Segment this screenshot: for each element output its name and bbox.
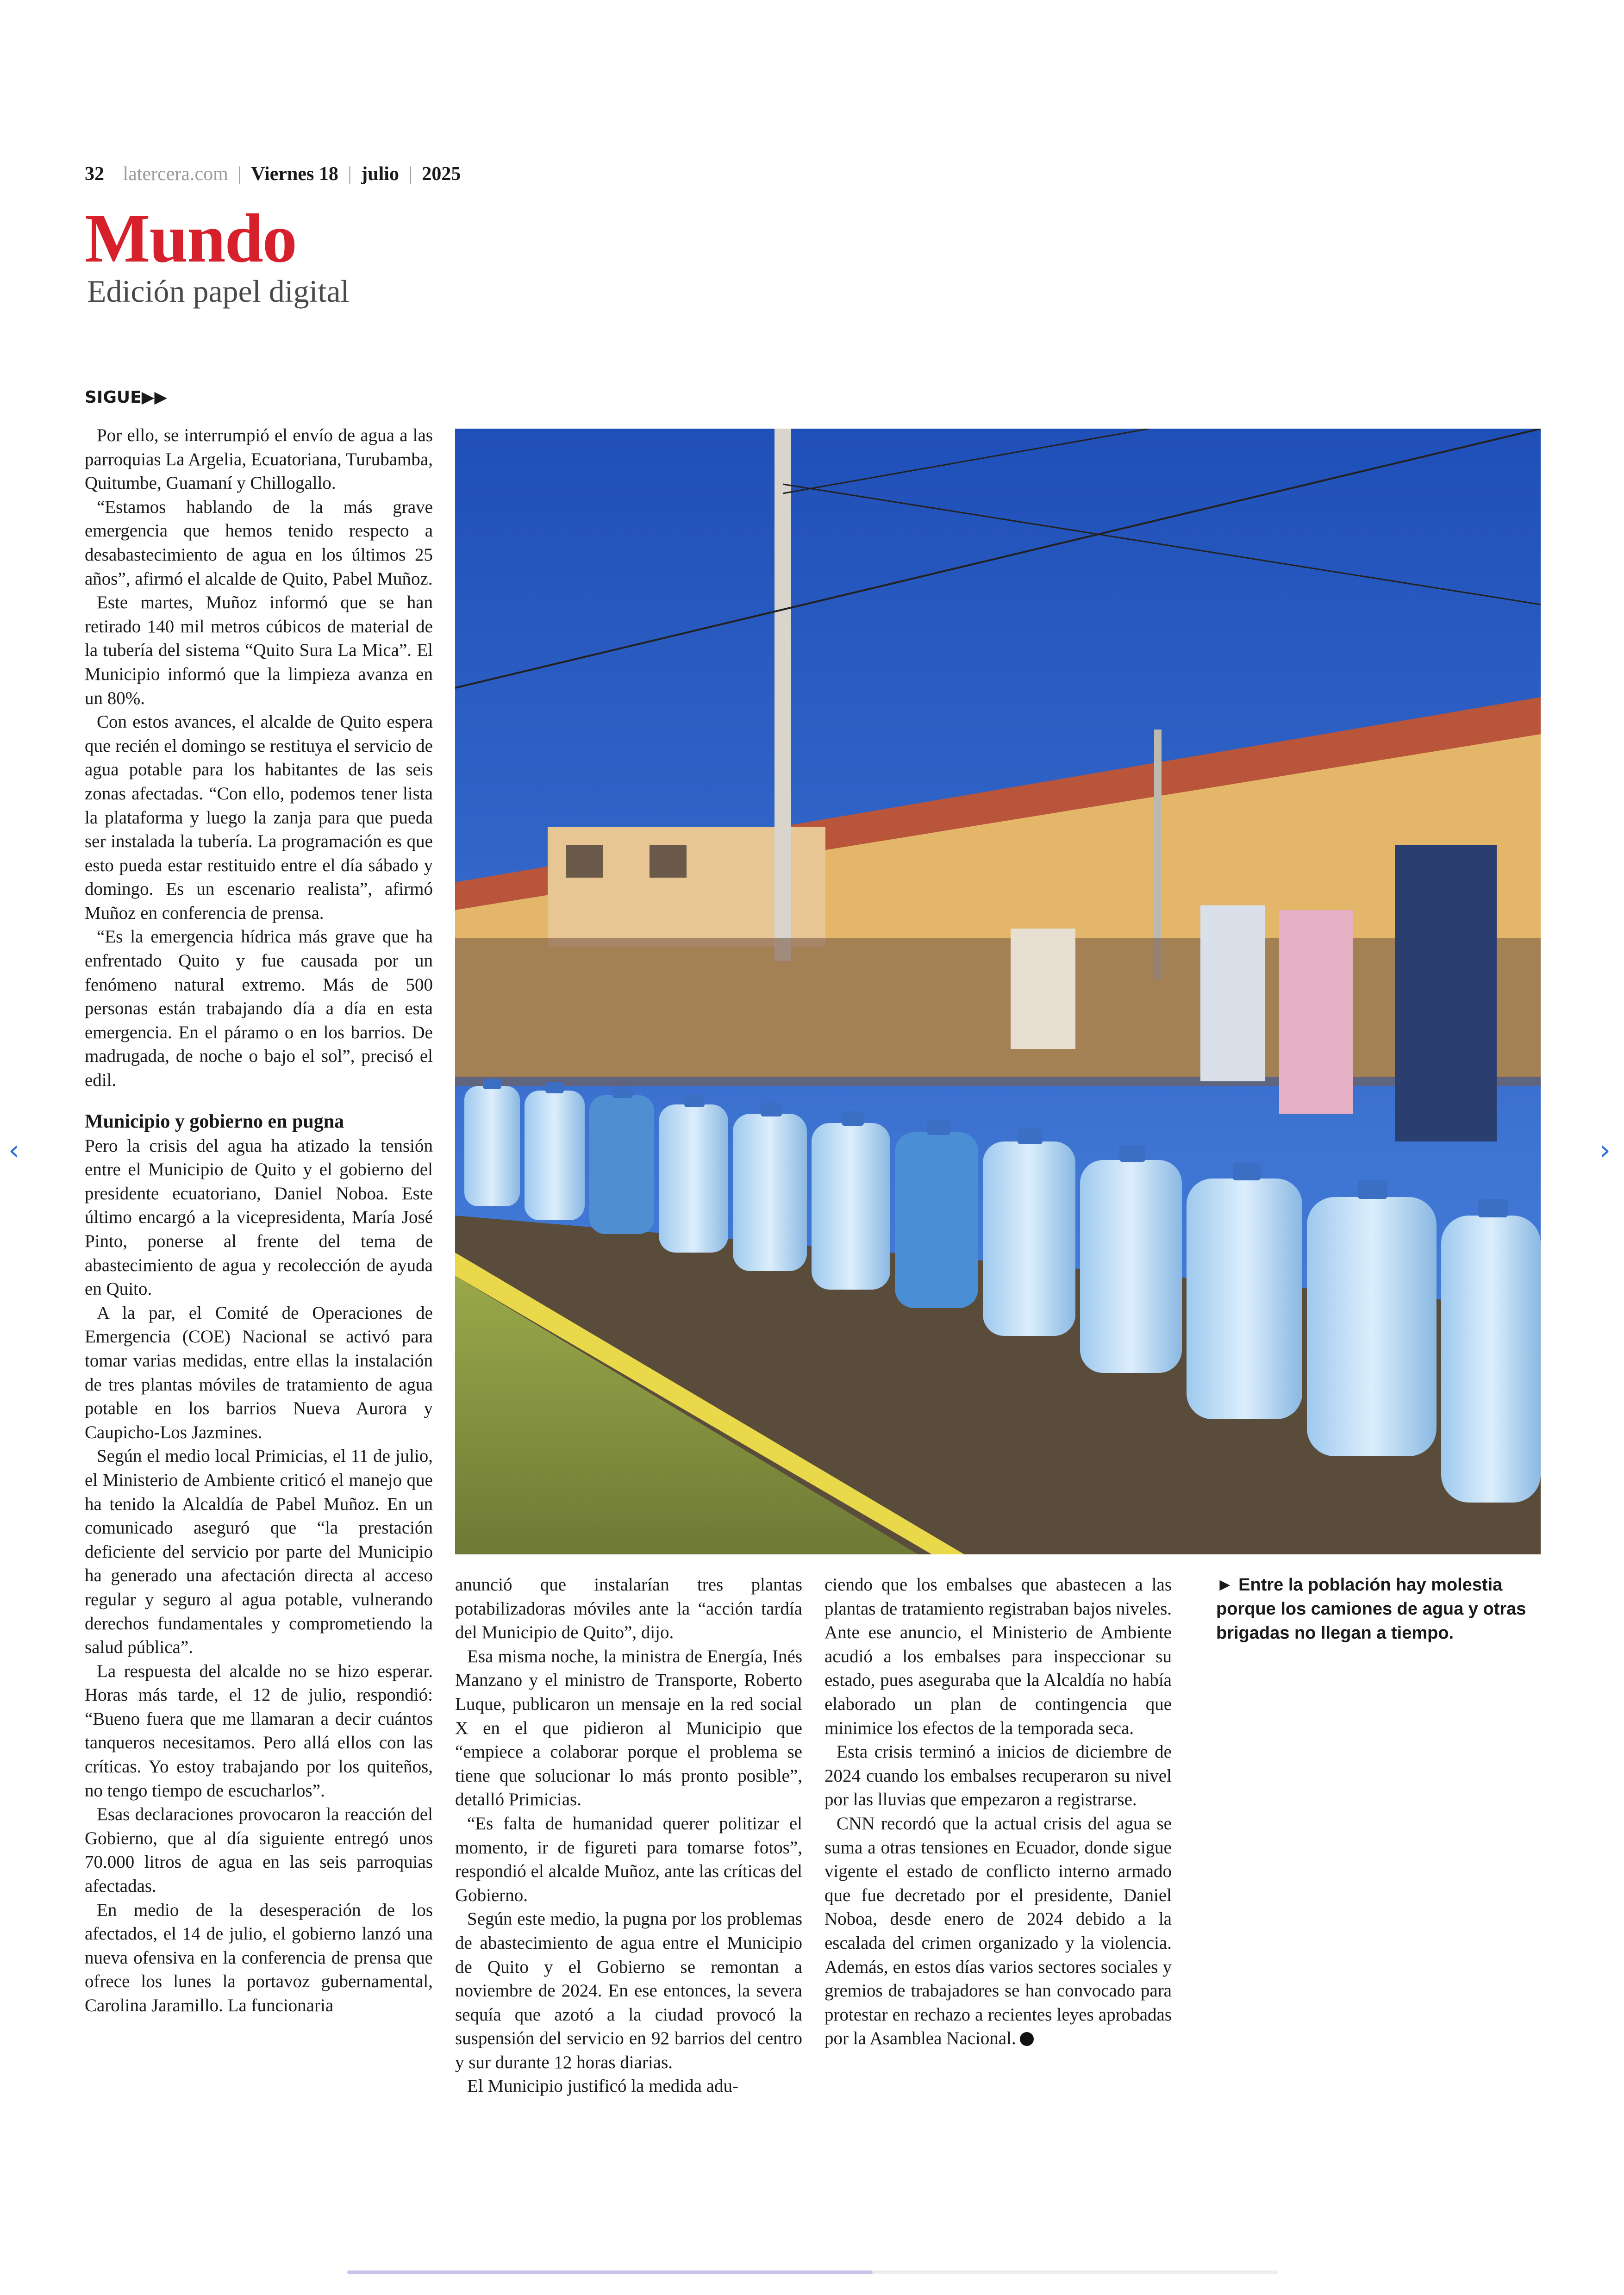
paragraph: ciendo que los embalses que abastecen a las plantas de tratamiento registraban bajos niveles. Ante ese anuncio, el Ministerio de Ambiente acudió a los embalses para inspeccionar su estado, pues aseguraba que la Alcaldía no había elaborado un plan de contingencia que minimice los efectos de la temporada seca. (824, 1575, 1172, 1738)
next-page-button[interactable] (1599, 1134, 1611, 1166)
caption-text: Entre la población hay molestia porque los camiones de agua y otras brigadas no llegan a tiempo. (1216, 1575, 1526, 1643)
header-date-year: 2025 (422, 163, 461, 185)
paragraph: Con estos avances, el alcalde de Quito espera que recién el domingo se restituya el servicio de agua potable para los habitantes de las seis zonas afectadas. “Con ello, podemos tener lista la plataforma y luego la zanja para que pueda ser instalada la tubería. La programación es que esto pueda estar restituido entre el día sábado y domingo. Es un escenario realista”, afirmó Muñoz en conferencia de prensa. (85, 712, 433, 923)
paragraph: “Es falta de humanidad querer politizar el momento, ir de figureti para tomarse fotos”, respondió el alcalde Muñoz, ante las críticas del Gobierno. (455, 1813, 802, 1905)
paragraph: A la par, el Comité de Operaciones de Emergencia (COE) Nacional se activó para tomar varias medidas, entre ellas la instalación de tres plantas móviles de tratamiento de agua potable en los barrios Nueva Aurora y Caupicho-Los Jazmines. (85, 1303, 433, 1442)
photo-water-jugs-queue-icon (455, 429, 1541, 1554)
photo-caption (1216, 1573, 1540, 1645)
paragraph: En medio de la desesperación de los afectados, el 14 de julio, el gobierno lanzó una nueva ofensiva en la conferencia de prensa que ofrece los lunes la portavoz gubernamental, Carolina Jaramillo. La funcionaria (85, 1900, 433, 2015)
header-date-day: Viernes 18 (251, 163, 338, 185)
prev-page-button[interactable] (8, 1134, 19, 1166)
paragraph: Pero la crisis del agua ha atizado la tensión entre el Municipio de Quito y el gobierno del presidente ecuatoriano, Daniel Noboa. Este último encargó a la vicepresidenta, María José Pinto, ponerse al frente del tema de abastecimiento de agua y recolección de ayuda en Quito. (85, 1135, 433, 1299)
paragraph: Esas declaraciones provocaron la reacción del Gobierno, que al día siguiente entregó unos 70.000 litros de agua en las seis parroquias afectadas. (85, 1804, 433, 1896)
paragraph-text: CNN recordó que la actual crisis del agua se suma a otras tensiones en Ecuador, donde sigue vigente el estado de conflicto interno armado que fue decretado por el presidente, Daniel Noboa, desde enero de 2024 debido a la escalada del crimen organizado y la violencia. Además, en estos días varios sectores sociales y gremios de trabajadores se han convocado para protestar en rechazo a recientes leyes aprobadas por la Asamblea Nacional. (824, 1813, 1172, 2049)
paragraph: El Municipio justificó la medida adu- (467, 2076, 738, 2096)
paragraph: Según este medio, la pugna por los problemas de abastecimiento de agua entre el Municipio de Quito y el Gobierno se remontan a noviembre de 2024. En ese entonces, la severa sequía que azotó a la ciudad provocó la suspensión del servicio en 92 barrios del centro y sur durante 12 horas diarias. (455, 1909, 802, 2072)
page-number: 32 (85, 163, 104, 185)
article-subheading: Municipio y gobierno en pugna (85, 1110, 344, 1132)
paragraph (824, 1812, 1172, 2051)
section-subtitle: Edición papel digital (87, 274, 350, 309)
double-arrow-icon: ▶▶ (141, 388, 168, 407)
page-scrollbar-thumb[interactable] (347, 2270, 873, 2274)
header-date-month: julio (361, 163, 399, 185)
header-separator: | (408, 163, 412, 185)
page-header (85, 163, 461, 185)
paragraph: Por ello, se interrumpió el envío de agua a las parroquias La Argelia, Ecuatoriana, Turubamba, Quitumbe, Guamaní y Chillogallo. (85, 425, 433, 493)
continued-label (85, 388, 167, 407)
end-mark-icon (1020, 2032, 1034, 2046)
section-title: Mundo (85, 200, 296, 277)
chevron-left-icon: ‹ (8, 1134, 19, 1166)
paragraph: “Es la emergencia hídrica más grave que ha enfrentado Quito y fue causada por un fenómeno natural extremo. Más de 500 personas están trabajando día a día en esta emergencia. En el páramo o en los barrios. De madrugada, de noche o bajo el sol”, precisó el edil. (85, 927, 433, 1091)
paragraph: “Estamos hablando de la más grave emergencia que hemos tenido respecto a desabastecimiento de agua en los últimos 25 años”, afirmó el alcalde de Quito, Pabel Muñoz. (85, 497, 433, 589)
paragraph: Este martes, Muñoz informó que se han retirado 140 mil metros cúbicos de material de la tubería del sistema “Quito Sura La Mica”. El Municipio informó que la limpieza avanza en un 80%. (85, 592, 433, 708)
article-photo (455, 429, 1541, 1554)
site-name: latercera.com (123, 163, 228, 185)
paragraph: Esta crisis terminó a inicios de diciembre de 2024 cuando los embalses recuperaron su nivel por las lluvias que empezaron a registrarse. (824, 1742, 1172, 1810)
header-separator: | (237, 163, 242, 185)
paragraph: anunció que instalarían tres plantas potabilizadoras móviles ante la “acción tardía del Municipio de Quito”, dijo. (455, 1575, 802, 1643)
paragraph: Esa misma noche, la ministra de Energía, Inés Manzano y el ministro de Transporte, Roberto Luque, publicaron un mensaje en la red social X en el que pidieron al Municipio que “empiece a colaborar porque el problema se tiene que solucionar lo más pronto posible”, detalló Primicias. (455, 1646, 802, 1810)
chevron-right-icon: › (1599, 1134, 1611, 1166)
header-separator: | (348, 163, 352, 185)
article-column-3 (824, 1573, 1172, 2051)
continued-text: SIGUE (85, 388, 142, 407)
caption-arrow-icon: ► (1216, 1575, 1239, 1595)
article-column-2 (455, 1573, 802, 2098)
article-column-1 (85, 424, 433, 2136)
paragraph: La respuesta del alcalde no se hizo esperar. Horas más tarde, el 12 de julio, respondió: “Bueno fuera que me llamaran a decir cuántos tanqueros necesitamos. Pero allá ellos con las críticas. Yo estoy trabajando por los quiteños, no tengo tiempo de escucharlos”. (85, 1661, 433, 1801)
paragraph: Según el medio local Primicias, el 11 de julio, el Ministerio de Ambiente criticó el manejo que ha tenido la Alcaldía de Pabel Muñoz. En un comunicado aseguró que “la prestación deficiente del servicio por parte del Municipio ha generado una afectación directa al acceso regular y seguro al agua potable, vulnerando derechos fundamentales y comprometiendo la salud pública”. (85, 1446, 433, 1658)
